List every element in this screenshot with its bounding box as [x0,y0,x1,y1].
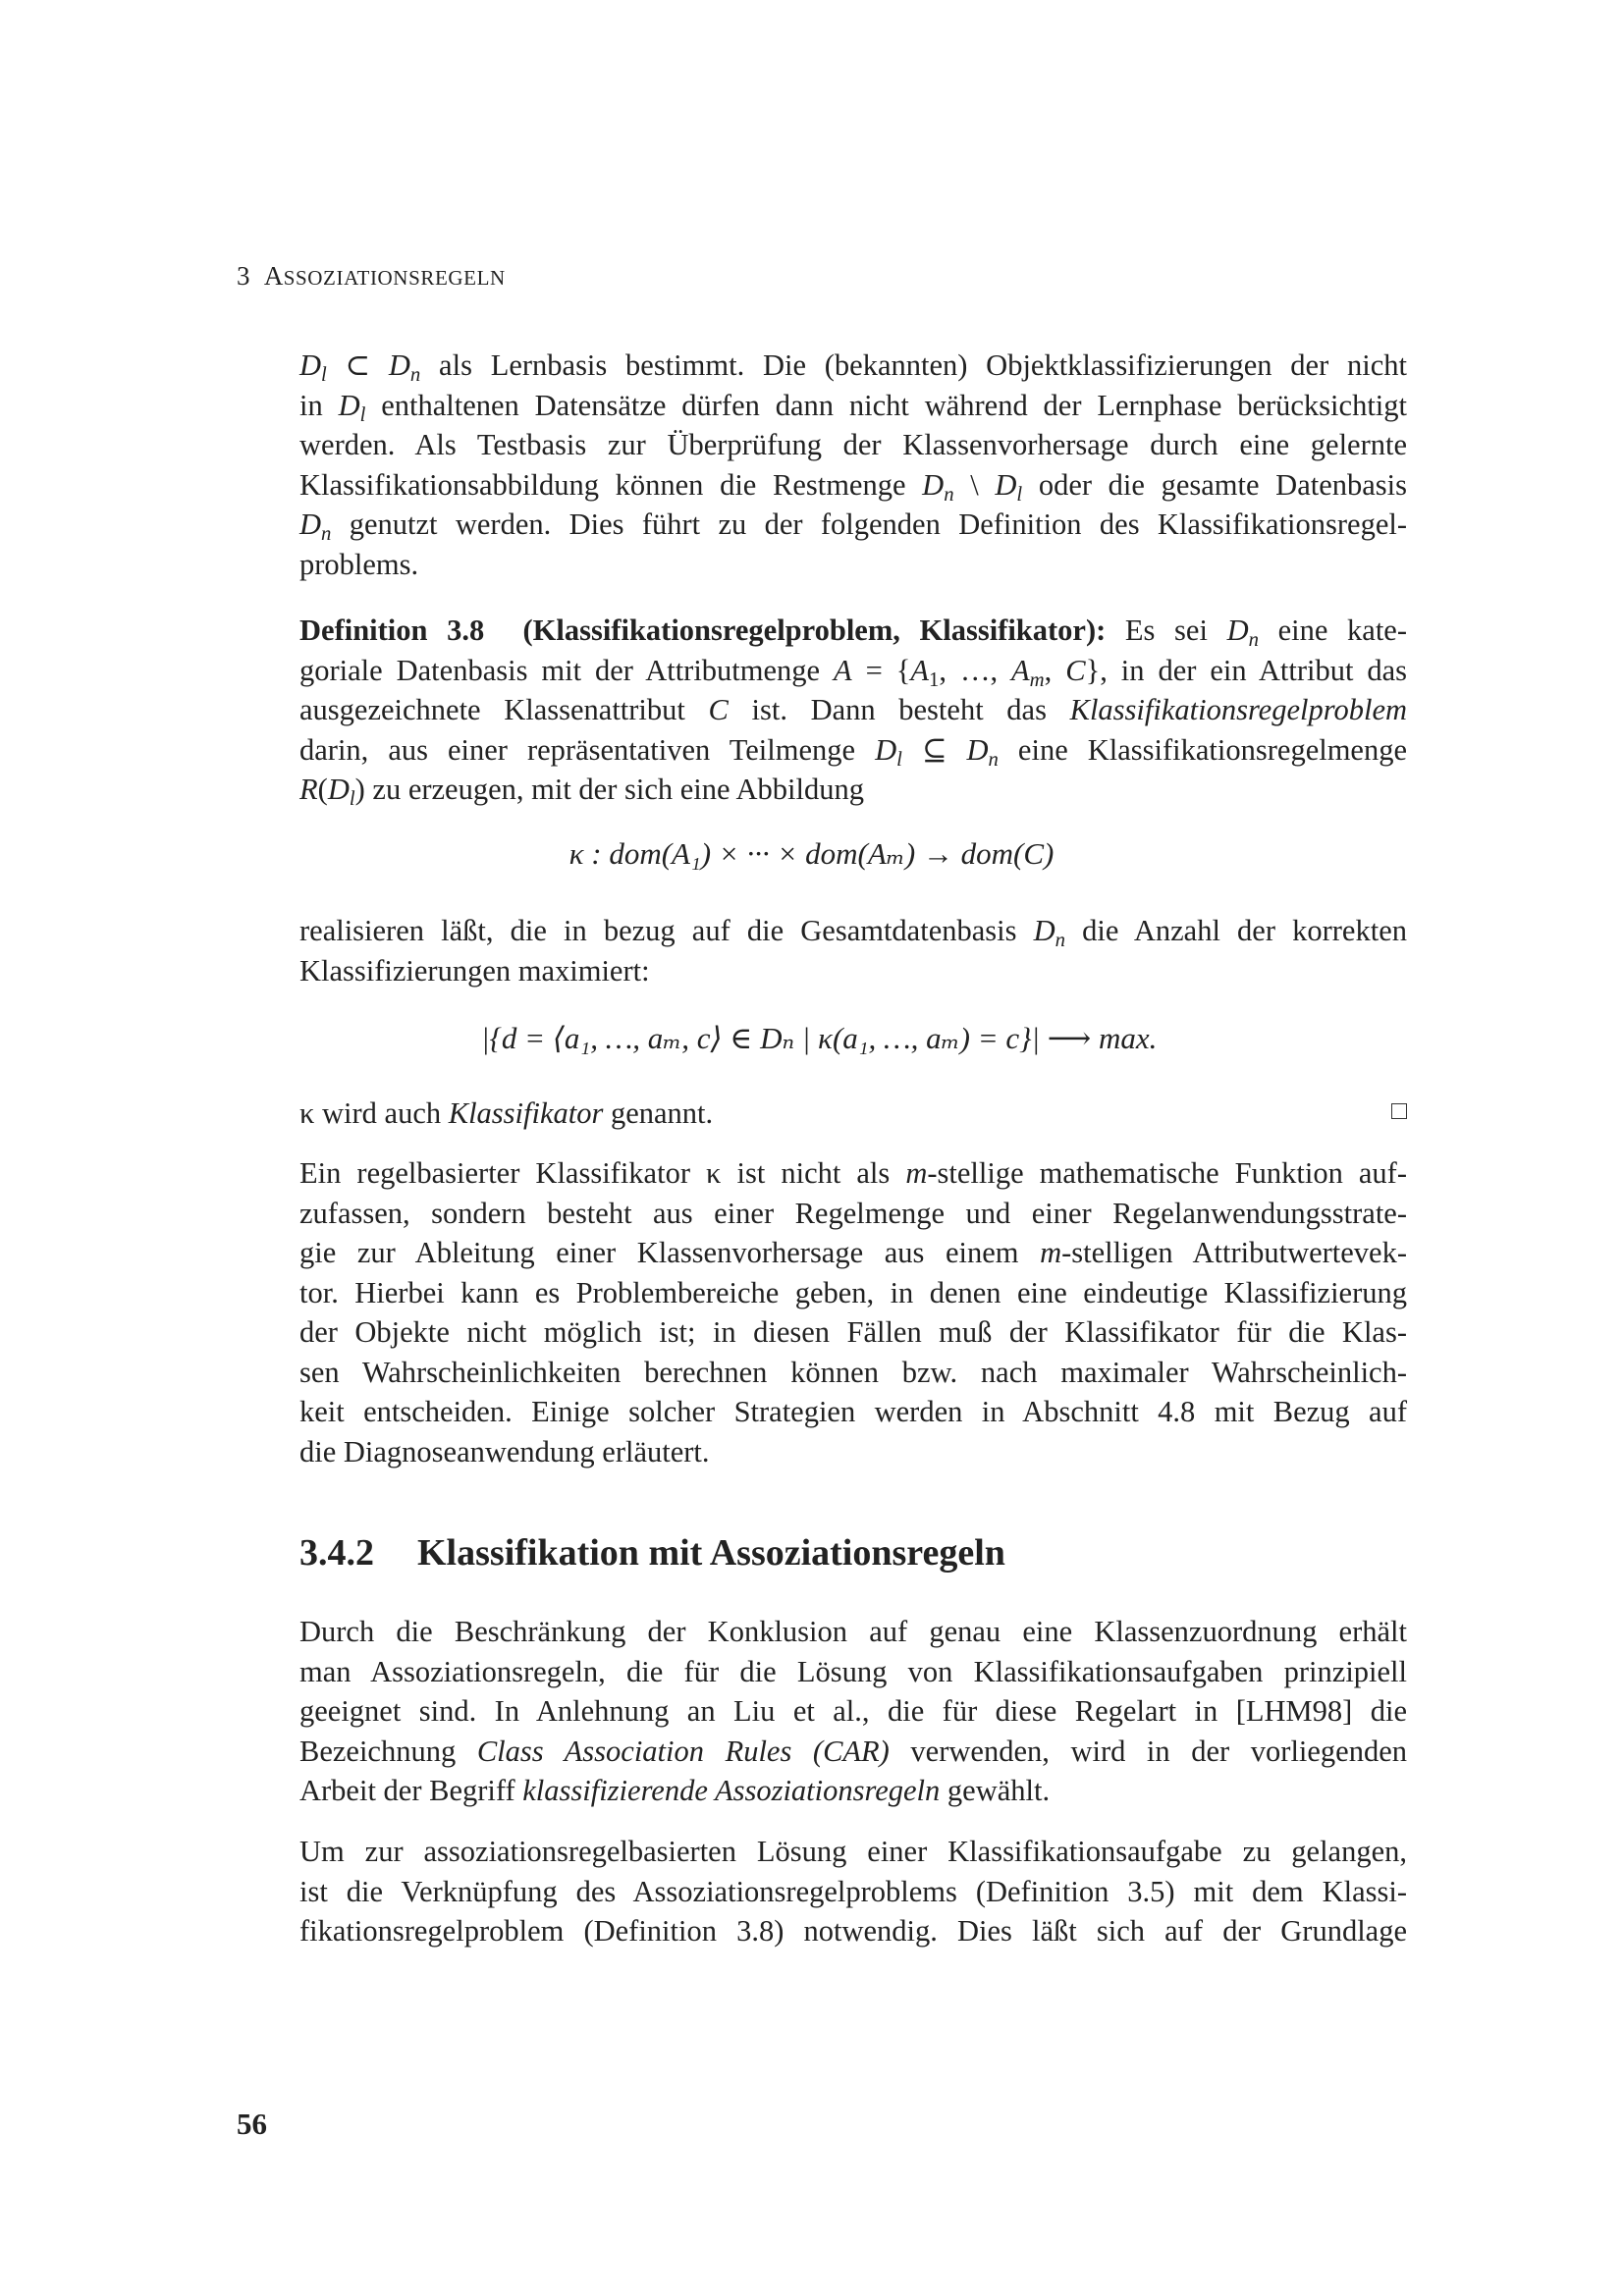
para3-line3b: -stelligen Attributwertevek- [1061,1236,1407,1269]
definition-after-eq-2: Klassifizierungen maximiert: [299,953,650,988]
para1-line1: als Lernbasis bestimmt. Die (bekannten) Objektklassifizierungen der nicht [420,348,1407,382]
section-number: 3.4.2 [299,1532,374,1574]
term-car: Class Association Rules (CAR) [476,1734,890,1768]
qed-box-icon [1391,1103,1407,1119]
para3-line8: die Diagnoseanwendung erläutert. [299,1434,710,1468]
chapter-title-rest: SSOZIATIONSREGELN [283,266,506,290]
running-head [237,261,506,292]
chapter-number: 3 [237,261,250,291]
equation-mapping [0,836,1623,872]
paragraph-car [299,1612,1407,1811]
para1-line6: problems. [299,547,419,581]
para4-line4b: verwenden, wird in der vorliegenden [889,1734,1407,1768]
section-title: Klassifikation mit Assoziationsregeln [417,1532,1005,1574]
term-klassifizierende: klassifizierende Assoziationsregeln [522,1774,941,1807]
term-klassifikationsregelproblem: Klassifikationsregelproblem [1069,693,1408,726]
definition-3-8: Definition 3.8 (Klassifikationsregelproblem, Klassifikator): Es sei $D_n$ eine kate- goriale Datenbasis mit der Attributmenge $A = \{A_1$, …, $A_m$, C}, in der ein Attribut das ausgezeichnete Klassenattribut C ist. Dann besteht das Klassifikationsregelproblem darin, aus einer repräsentativen Teilmenge $D_l$ ⊆ $D_n$ eine Klassifikationsregelmenge $R(D_l)$ zu erzeugen, mit der sich eine Abbildung [299,614,1408,810]
para3-line6: sen Wahrscheinlichkeiten berechnen können bzw. nach maximaler Wahrscheinlich- [299,1355,1407,1389]
para4-line1: Durch die Beschränkung der Konklusion auf genau eine Klassenzuordnung erhält [299,1615,1407,1648]
para3-line1a: Ein regelbasierter Klassifikator κ ist nicht als [299,1156,906,1190]
para5-line1: Um zur assoziationsregelbasierten Lösung einer Klassifikationsaufgabe zu gelangen, [299,1835,1407,1868]
definition-line1: Es sei [1106,614,1227,647]
closing-a: κ wird auch [299,1096,449,1130]
para3-line4: tor. Hierbei kann es Problembereiche geben, in denen eine eindeutige Klassifizierung [299,1275,1407,1309]
term-klassifikator: Klassifikator [448,1096,604,1130]
para3-line7: keit entscheiden. Einige solcher Strategien werden in Abschnitt 4.8 mit Bezug auf [299,1395,1407,1428]
definition-line4b: eine Klassifikationsregelmenge [998,732,1407,767]
paragraph-classifier: Ein regelbasierter Klassifikator κ ist nicht als m-stellige mathematische Funktion auf- zufassen, sondern besteht aus einer Regelmenge und einer Regelanwendungsstrate- gie zur Ableitung einer Klassenvorhersage aus einem m-stelligen Attributwertevek- tor. Hierbei kann es Problembereiche geben, in denen eine eindeutige Klassifizierung der Objekte nicht möglich ist; in diesen Fällen muß der Klassifikator für die Klas- sen Wahrscheinlichkeiten berechnen können bzw. nach maximaler Wahrscheinlich- keit entscheiden. Einige solcher Strategien werden in Abschnitt 4.8 mit Bezug auf die Diagnoseanwendung erläutert. [299,1153,1407,1471]
paragraph-intro: $D_l$ ⊂ $D_n$ als Lernbasis bestimmt. Die (bekannten) Objektklassifizierungen der nicht in $D_l$ enthaltenen Datensätze dürfen dann nicht während der Lernphase berücksichtigt werden. Als Testbasis zur Überprüfung der Klassenvorhersage durch eine gelernte Klassifikationsabbildung können die Restmenge $D_n$ \ $D_l$ oder die gesamte Datenbasis $D_n$ genutzt werden. Dies führt zu der folgenden Definition des Klassifikationsregel- problems. [299,346,1407,584]
definition-after-eq-1a: realisieren läßt, die in bezug auf die Gesamtdatenbasis [299,914,1034,947]
para3-line5: der Objekte nicht möglich ist; in diesen Fällen muß der Klassifikator für die Klas- [299,1315,1407,1349]
para4-line5b: gewählt. [940,1774,1051,1807]
definition-line1-end: eine kate- [1258,614,1408,647]
definition-line3b: ist. Dann besteht das [728,693,1070,726]
definition-after-eq-1b: die Anzahl der korrekten [1065,914,1407,947]
page-number: 56 [237,2107,267,2141]
para1-line2: enthaltenen Datensätze dürfen dann nicht während der Lernphase berücksichtigt [365,388,1407,422]
definition-line5: zu erzeugen, mit der sich eine Abbildung [364,773,864,806]
definition-title: (Klassifikationsregelproblem, Klassifikator): [522,614,1107,647]
equation-mapping-text: κ : dom(A₁) × ··· × dom(Aₘ) → dom(C) [568,836,1055,871]
equation-maximize [481,1021,1157,1056]
definition-line3a: ausgezeichnete Klassenattribut [299,693,709,726]
definition-line2a: goriale Datenbasis mit der Attributmenge [299,653,835,687]
para4-line3: geeignet sind. In Anlehnung an Liu et al., die für diese Regelart in [LHM98] die [299,1694,1407,1728]
closing-b: genannt. [603,1096,714,1130]
paragraph-linkage [299,1832,1407,1951]
section-heading [299,1531,1005,1575]
para3-line2: zufassen, sondern besteht aus einer Regelmenge und einer Regelanwendungsstrate- [299,1196,1407,1230]
equation-maximize-text: |{d = ⟨a₁, …, aₘ, c⟩ ∈ Dₙ | κ(a₁, …, aₘ) = c}| ⟶ max. [481,1021,1158,1055]
definition-continued: realisieren läßt, die in bezug auf die Gesamtdatenbasis $D_n$ die Anzahl der korrekten Klassifizierungen maximiert: [299,911,1407,990]
definition-label: Definition 3.8 [299,614,485,647]
para1-line4b: oder die gesamte Datenbasis [1022,467,1407,502]
definition-closing [299,1094,1407,1134]
para1-line4a: Klassifikationsabbildung können die Restmenge [299,467,923,502]
para5-line2: ist die Verknüpfung des Assoziationsregelproblems (Definition 3.5) mit dem Klassi- [299,1874,1407,1908]
para1-line5: genutzt werden. Dies führt zu der folgenden Definition des Klassifikationsregel- [331,507,1407,541]
definition-line4a: darin, aus einer repräsentativen Teilmenge [299,732,876,767]
chapter-title-cap: A [263,261,284,291]
para4-line2: man Assoziationsregeln, die für die Lösung von Klassifikationsaufgaben prinzipiell [299,1654,1407,1688]
para3-line1b: -stellige mathematische Funktion auf- [927,1156,1407,1190]
para4-line4a: Bezeichnung [299,1734,477,1768]
para1-line3: werden. Als Testbasis zur Überprüfung der Klassenvorhersage durch eine gelernte [299,428,1407,461]
para3-line3a: gie zur Ableitung einer Klassenvorhersage aus einem [299,1236,1041,1269]
para5-line3: fikationsregelproblem (Definition 3.8) notwendig. Dies läßt sich auf der Grundlage [299,1914,1407,1948]
definition-line2b: , in der ein Attribut das [1100,653,1408,687]
para4-line5a: Arbeit der Begriff [299,1774,523,1807]
